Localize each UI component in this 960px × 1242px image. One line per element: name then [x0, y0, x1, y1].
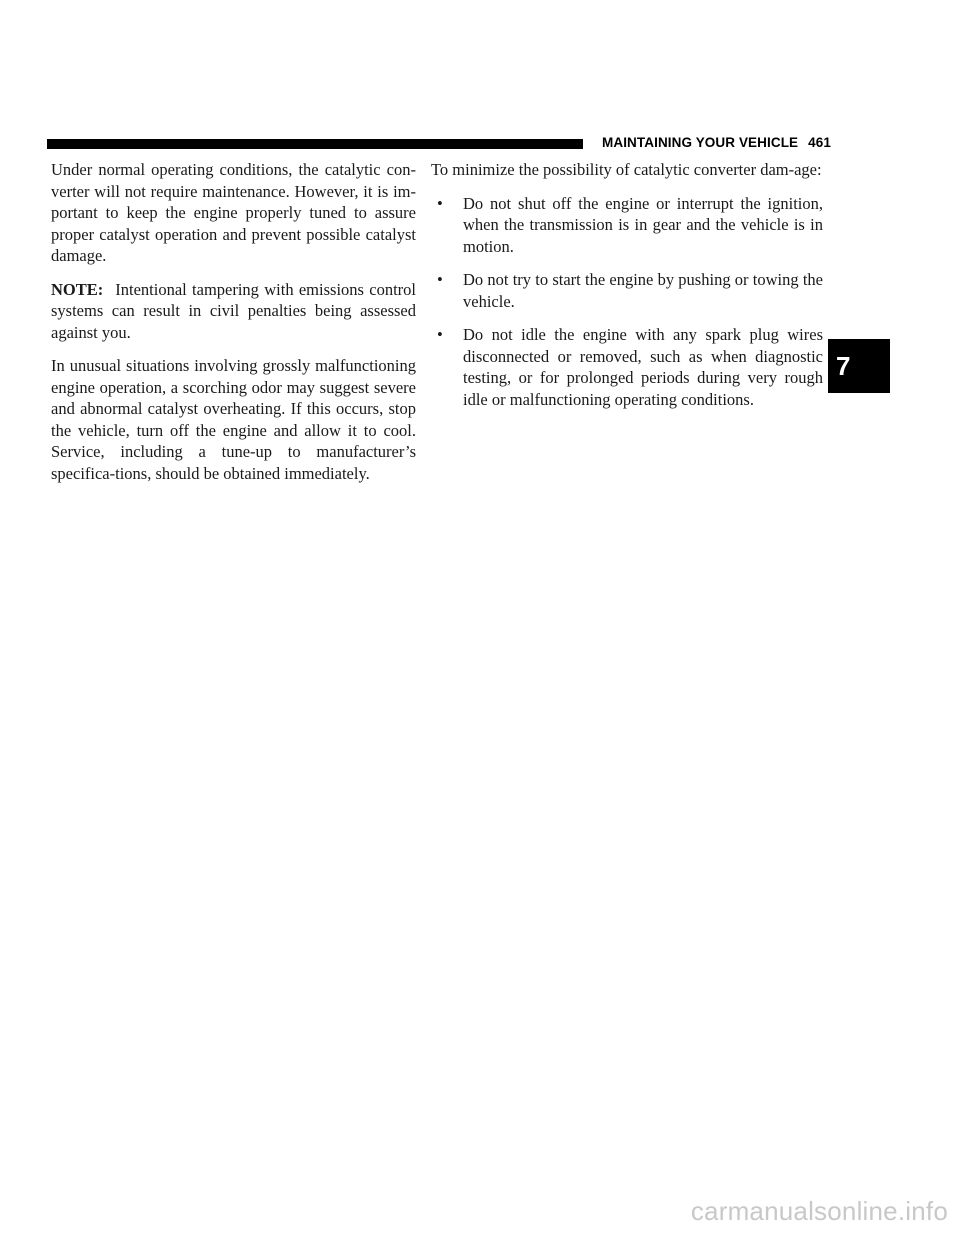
- watermark: carmanualsonline.info: [690, 1196, 948, 1226]
- right-column: [431, 159, 823, 422]
- note-label: NOTE:: [51, 279, 104, 299]
- section-title: MAINTAINING YOUR VEHICLE: [602, 135, 799, 150]
- list-item: [431, 193, 823, 258]
- page-number: 461: [808, 135, 831, 150]
- note-text: Intentional tampering with emissions control systems can result in civil penalties being assessed against you.: [51, 279, 416, 342]
- paragraph-maintenance: Under normal operating conditions, the catalytic con-verter will not require maintenance. However, it is im-portant to keep the engine properly tuned to assure proper catalyst operation and prevent possible catalyst damage.: [51, 160, 416, 265]
- chapter-tab: 7: [828, 339, 890, 393]
- list-item: [431, 269, 823, 312]
- page-header: [602, 135, 831, 150]
- paragraph-overheating: In unusual situations involving grossly malfunctioning engine operation, a scorching odor may suggest severe and abnormal catalyst overheating. If this occurs, stop the vehicle, turn off the engine and allow it to cool. Service, including a tune-up to manufacturer’s specifica-tions, should be obtained immediately.: [51, 356, 416, 483]
- list-item-text: Do not idle the engine with any spark plug wires disconnected or removed, such as when diagnostic testing, or for prolonged periods during very rough idle or malfunctioning operating conditions.: [463, 325, 823, 409]
- list-item: [431, 324, 823, 410]
- paragraph-intro: To minimize the possibility of catalytic converter dam-age:: [431, 160, 822, 179]
- list-item-text: Do not shut off the engine or interrupt the ignition, when the transmission is in gear and the vehicle is in motion.: [463, 193, 823, 256]
- list-item-text: Do not try to start the engine by pushing or towing the vehicle.: [463, 270, 823, 311]
- left-column: [51, 159, 416, 496]
- header-rule: [47, 139, 583, 149]
- bullet-icon: •: [437, 193, 443, 213]
- precaution-list: [431, 193, 823, 411]
- bullet-icon: •: [437, 270, 443, 289]
- bullet-icon: •: [437, 325, 443, 344]
- note-paragraph: [51, 279, 416, 344]
